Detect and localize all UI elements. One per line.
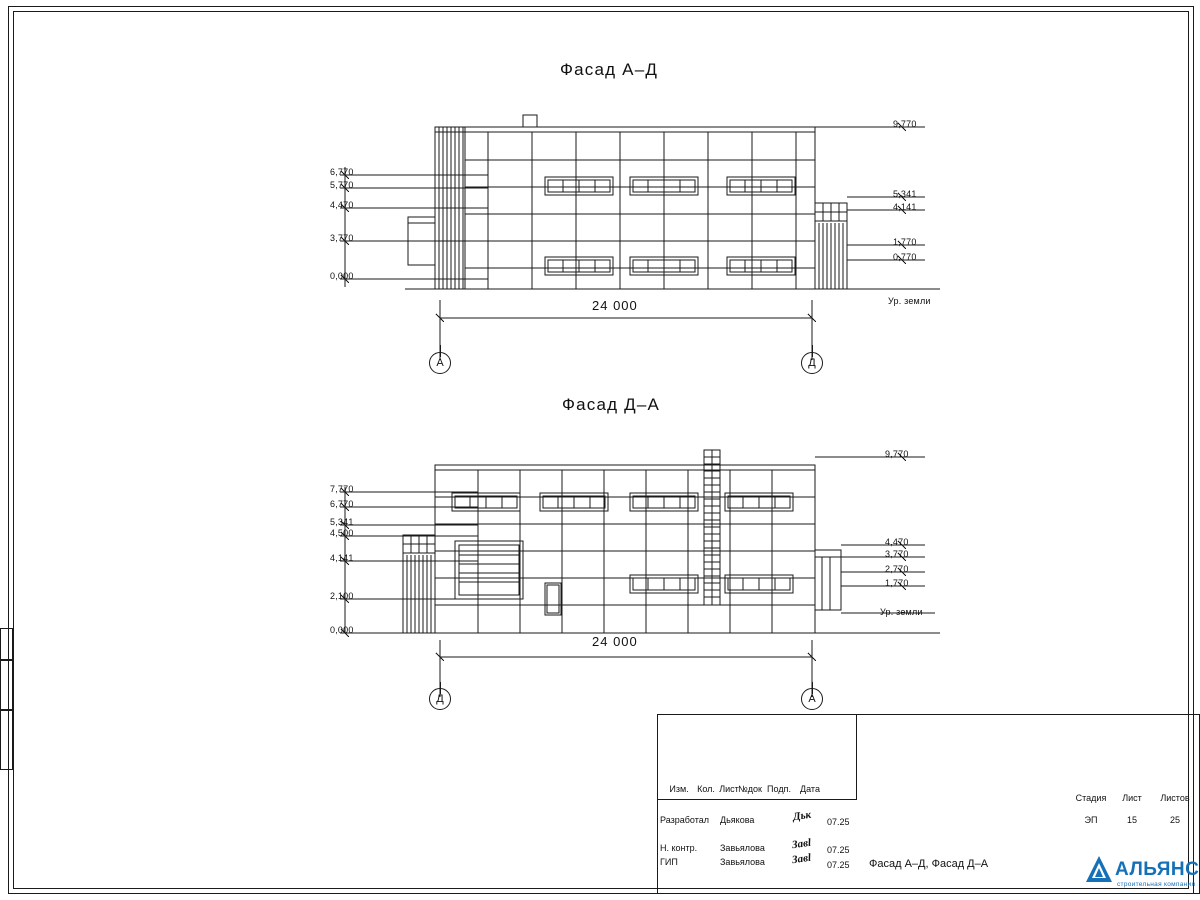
elevation-2-level-left-1: 6,770 — [330, 499, 354, 509]
elevation-2-ground-label: Ур. земли — [880, 607, 923, 617]
row-name-1: Завьялова — [720, 843, 765, 853]
elevation-2-level-left-4: 4,141 — [330, 553, 354, 563]
col-header-data: Дата — [800, 784, 820, 794]
elevation-2-level-left-5: 2,100 — [330, 591, 354, 601]
elevation-1-level-left-4: 0,000 — [330, 271, 354, 281]
elevation-1-level-right-4: 0,770 — [893, 252, 917, 262]
stage-value: ЭП — [1084, 815, 1098, 825]
elevation-2-level-right-2: 3,770 — [885, 549, 909, 559]
left-margin-stamp-1 — [0, 628, 13, 660]
elevation-1-axis-right-label: Д — [808, 357, 816, 369]
row-role-0: Разработал — [660, 815, 709, 825]
elevation-1-level-left-1: 5,770 — [330, 180, 354, 190]
row-sign-0: Дьк — [792, 808, 812, 824]
row-date-1: 07.25 — [827, 845, 850, 855]
elevation-1-axis-right-bubble — [801, 352, 823, 374]
left-margin-stamp-3 — [0, 710, 13, 770]
row-date-0: 07.25 — [827, 817, 850, 827]
elevation-1-level-right-1: 5,341 — [893, 189, 917, 199]
col-header-izm: Изм. — [669, 784, 689, 794]
elevation-1-axis-left-bubble — [429, 352, 451, 374]
row-date-2: 07.25 — [827, 860, 850, 870]
col-header-ndok: №док — [738, 784, 762, 794]
elevation-2-level-right-4: 1,770 — [885, 578, 909, 588]
elevation-1-level-right-0: 9,770 — [893, 119, 917, 129]
elevation-2-axis-right-bubble — [801, 688, 823, 710]
elevation-1-axis-left-label: А — [436, 357, 444, 369]
elevation-1-level-left-3: 3,770 — [330, 233, 354, 243]
elevation-2-level-left-6: 0,000 — [330, 625, 354, 635]
row-name-2: Завьялова — [720, 857, 765, 867]
elevation-2-level-right-1: 4,470 — [885, 537, 909, 547]
elevation-1-title: Фасад А–Д — [560, 60, 659, 79]
company-logo-icon — [1085, 854, 1113, 884]
row-name-0: Дьякова — [720, 815, 755, 825]
elevation-2-level-right-3: 2,770 — [885, 564, 909, 574]
elevation-2-level-left-2: 5,341 — [330, 517, 354, 527]
sheet-header: Лист — [1122, 793, 1142, 803]
elevation-2-axis-left-label: Д — [436, 693, 444, 705]
elevation-1-ground-label: Ур. земли — [888, 296, 931, 306]
sheet-title: Фасад А–Д, Фасад Д–А — [869, 858, 989, 870]
row-role-1: Н. контр. — [660, 843, 698, 853]
col-header-kol: Кол. — [697, 784, 715, 794]
col-header-podp: Подп. — [767, 784, 791, 794]
title-block — [657, 714, 1200, 894]
elevation-2-level-left-3: 4,500 — [330, 528, 354, 538]
elevation-2-axis-right-label: А — [808, 693, 816, 705]
elevation-1-drawing — [300, 105, 980, 395]
sheets-header: Листов — [1160, 793, 1190, 803]
elevation-2-level-left-0: 7,770 — [330, 484, 354, 494]
sheets-value: 25 — [1169, 815, 1180, 825]
elevation-1-level-right-3: 1,770 — [893, 237, 917, 247]
elevation-2-level-right-0: 9,770 — [885, 449, 909, 459]
elevation-2-dimension-label: 24 000 — [592, 634, 638, 649]
company-name: АЛЬЯНС — [1115, 859, 1200, 880]
company-tagline: строительная компания — [1117, 881, 1196, 888]
stage-header: Стадия — [1075, 793, 1107, 803]
elevation-1-level-left-2: 4,470 — [330, 200, 354, 210]
row-sign-1: Завl — [791, 836, 812, 852]
elevation-1-dimension-label: 24 000 — [592, 298, 638, 313]
elevation-1-level-right-2: 4,141 — [893, 202, 917, 212]
row-sign-2: Завl — [791, 851, 812, 867]
elevation-2-axis-left-bubble — [429, 688, 451, 710]
elevation-2-title: Фасад Д–А — [562, 395, 661, 414]
elevation-1-level-left-0: 6,770 — [330, 167, 354, 177]
left-margin-stamp-2 — [0, 660, 13, 710]
col-header-list: Лист — [719, 784, 739, 794]
elevation-2-drawing — [300, 435, 980, 725]
sheet-value: 15 — [1126, 815, 1137, 825]
row-role-2: ГИП — [660, 857, 678, 867]
